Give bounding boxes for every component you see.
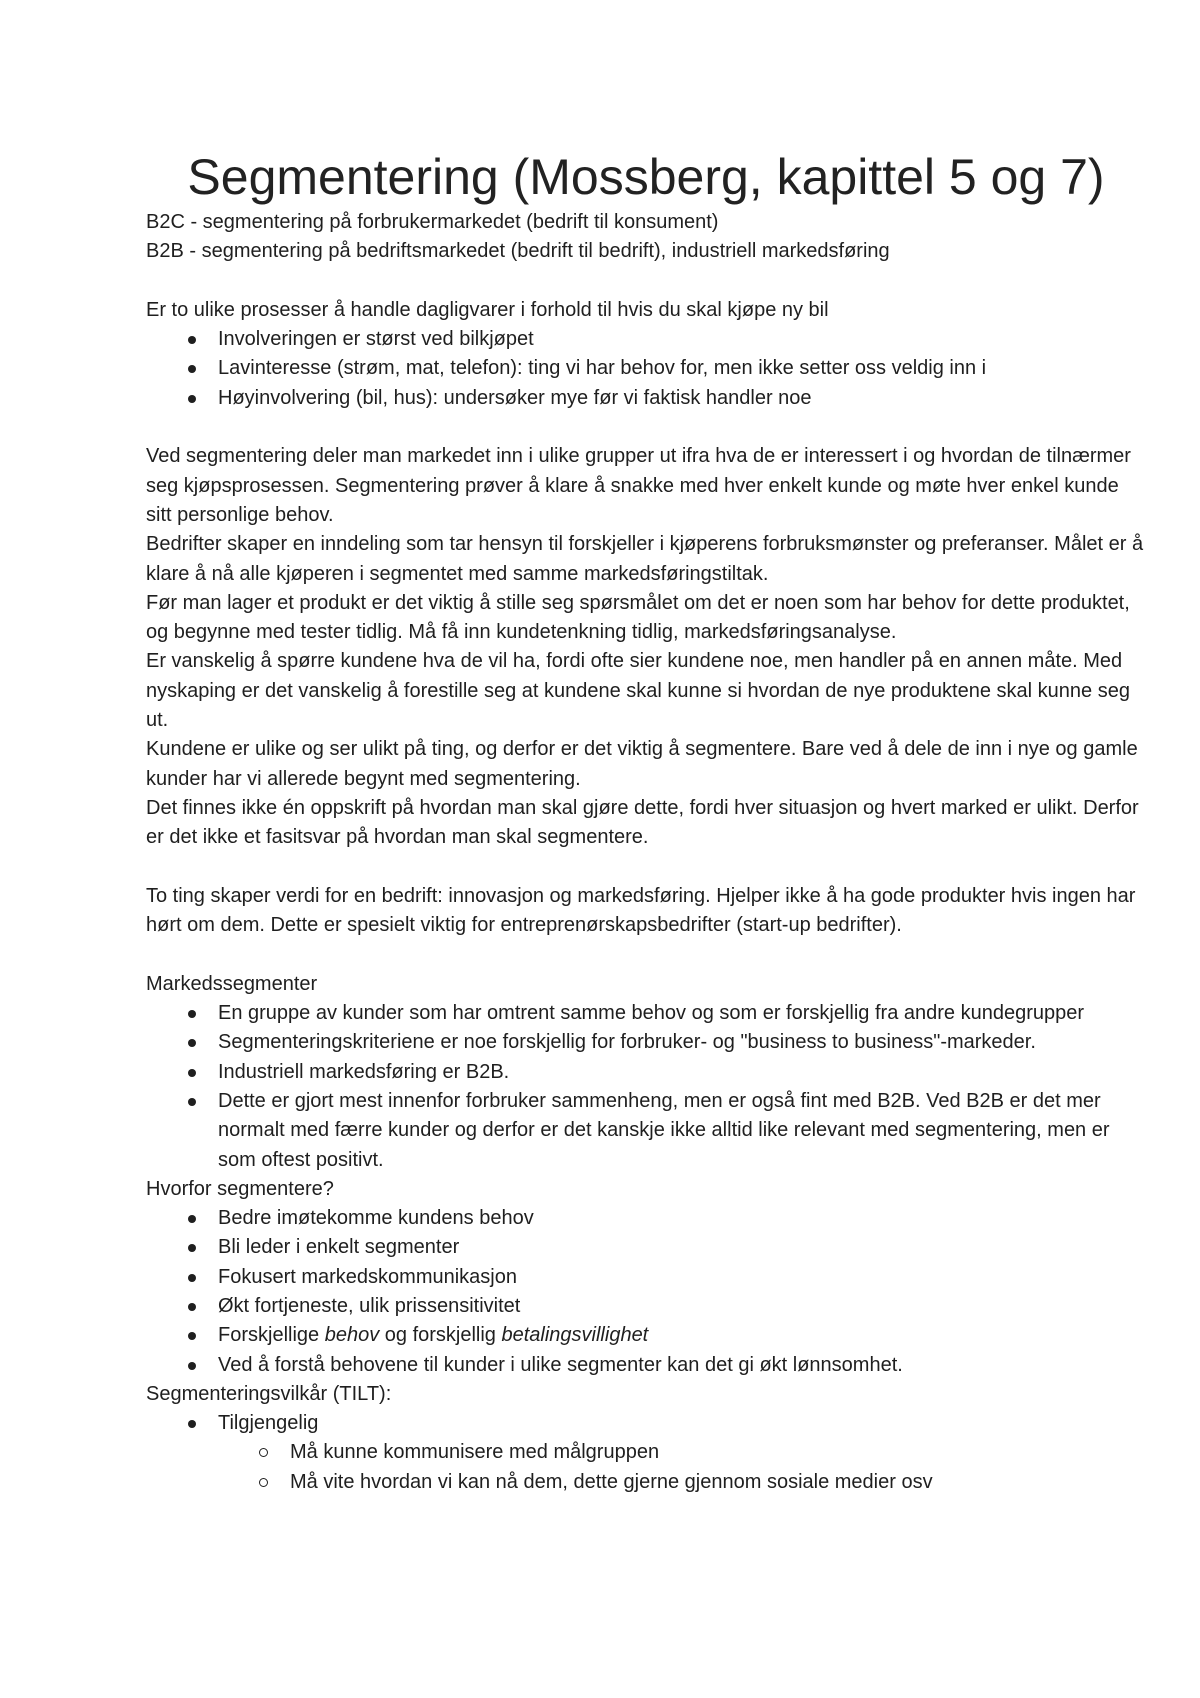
processes-lead: Er to ulike prosesser å handle dagligvarer i forhold til hvis du skal kjøpe ny bil: [146, 298, 829, 321]
market-segments-heading: Markedssegmenter: [146, 972, 318, 995]
conditions-list: [146, 1409, 1146, 1438]
list-item: En gruppe av kunder som har omtrent samme behov og som er forskjellig fra andre kundegrupper: [146, 999, 1146, 1028]
sub-list-item: Må vite hvordan vi kan nå dem, dette gjerne gjennom sosiale medier osv: [146, 1468, 1146, 1497]
conditions-item-label: Tilgjengelig: [218, 1412, 319, 1435]
paragraph: Bedrifter skaper en inndeling som tar hensyn til forskjeller i kjøperens forbruksmønster og preferanser. Målet er å klare å nå alle kjøperen i segmentet med samme markedsføringstiltak.: [146, 533, 1144, 585]
list-item: Bli leder i enkelt segmenter: [146, 1233, 1146, 1262]
list-item: Lavinteresse (strøm, mat, telefon): ting vi har behov for, men ikke setter oss veldig inn i: [146, 354, 1146, 383]
list-item: Ved å forstå behovene til kunder i ulike segmenter kan det gi økt lønnsomhet.: [146, 1351, 1146, 1380]
blank-line: [146, 940, 1146, 969]
list-item: Bedre imøtekomme kundens behov: [146, 1204, 1146, 1233]
list-item: Fokusert markedskommunikasjon: [146, 1263, 1146, 1292]
emphasis-behov: behov: [324, 1324, 380, 1347]
document-content: [146, 146, 1146, 1497]
list-item: Dette er gjort mest innenfor forbruker sammenheng, men er også fint med B2B. Ved B2B er det mer normalt med færre kunder og derfor er det kanskje ikke alltid like relevant med segmentering, men er som oftest positivt.: [146, 1087, 1146, 1175]
why-segment-list: [146, 1204, 1146, 1380]
why-segment-heading: Hvorfor segmentere?: [146, 1177, 334, 1200]
conditions-heading: Segmenteringsvilkår (TILT):: [146, 1382, 392, 1405]
paragraph: Kundene er ulike og ser ulikt på ting, og derfor er det viktig å segmentere. Bare ved å dele de inn i nye og gamle kunder har vi allerede begynt med segmentering.: [146, 738, 1138, 790]
value-paragraph: To ting skaper verdi for en bedrift: innovasjon og markedsføring. Hjelper ikke å ha gode produkter hvis ingen har hørt om dem. Dette er spesielt viktig for entreprenørskapsbedrifter (start-up bedrifter).: [146, 884, 1136, 937]
blank-line: [146, 267, 1146, 296]
document-body: [146, 208, 1146, 1497]
blank-line: [146, 853, 1146, 882]
emphasis-betalingsvillighet: betalingsvillighet: [501, 1324, 649, 1347]
text-span: og forskjellig: [379, 1324, 502, 1347]
paragraph: Ved segmentering deler man markedet inn i ulike grupper ut ifra hva de er interessert i og hvordan de tilnærmer seg kjøpsprosessen. Segmentering prøver å klare å snakke med hver enkelt kunde og møte hver enkel kunde sitt personlige behov.: [146, 445, 1131, 526]
list-item: Segmenteringskriteriene er noe forskjellig for forbruker- og "business to business"-markeder.: [146, 1028, 1146, 1057]
sub-list-item: Må kunne kommunisere med målgruppen: [146, 1438, 1146, 1467]
list-item: Økt fortjeneste, ulik prissensitivitet: [146, 1292, 1146, 1321]
paragraph: Er vanskelig å spørre kundene hva de vil ha, fordi ofte sier kundene noe, men handler på en annen måte. Med nyskaping er det vanskelig å forestille seg at kundene skal kunne si hvordan de nye produktene skal kunne seg ut.: [146, 650, 1130, 732]
market-segments-list: [146, 999, 1146, 1175]
list-item: Industriell markedsføring er B2B.: [146, 1058, 1146, 1087]
list-item: [146, 1409, 1146, 1438]
list-item: Høyinvolvering (bil, hus): undersøker mye før vi faktisk handler noe: [146, 384, 1146, 413]
paragraph: Det finnes ikke én oppskrift på hvordan man skal gjøre dette, fordi hver situasjon og hvert marked er ulikt. Derfor er det ikke et fasitsvar på hvordan man skal segmentere.: [146, 796, 1139, 849]
intro-line-b2b: B2B - segmentering på bedriftsmarkedet (bedrift til bedrift), industriell markedsføring: [146, 240, 890, 263]
list-item: Involveringen er størst ved bilkjøpet: [146, 325, 1146, 354]
text-span: Forskjellige: [218, 1324, 325, 1347]
blank-line: [146, 413, 1146, 442]
paragraph: Før man lager et produkt er det viktig å stille seg spørsmålet om det er noen som har behov for dette produktet, og begynne med tester tidlig. Må få inn kundetenkning tidlig, markedsføringsanalyse.: [146, 591, 1130, 644]
page-title: Segmentering (Mossberg, kapittel 5 og 7): [187, 149, 1105, 205]
list-item-mixed: [146, 1321, 1146, 1350]
conditions-sublist: [146, 1438, 1146, 1497]
intro-line-b2c: B2C - segmentering på forbrukermarkedet (bedrift til konsument): [146, 211, 719, 233]
processes-list: [146, 325, 1146, 413]
